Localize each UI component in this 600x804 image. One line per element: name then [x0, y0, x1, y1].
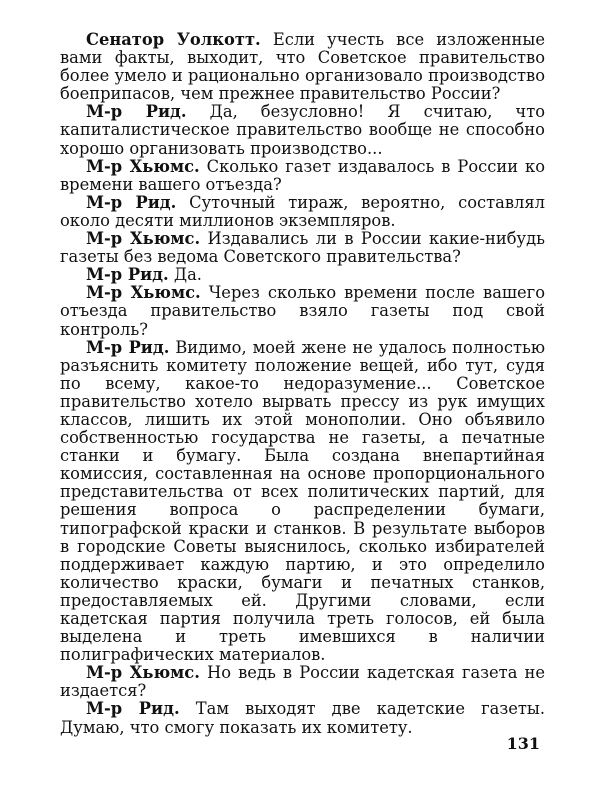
speaker-name: М-р Рид.: [86, 265, 169, 285]
speaker-name: М-р Хьюмс.: [86, 156, 200, 176]
paragraph: [60, 194, 545, 230]
paragraph: [60, 31, 545, 103]
speaker-name: М-р Хьюмс.: [86, 663, 200, 683]
paragraph: [60, 103, 545, 157]
paragraph-text: Издавались ли в России какие-нибудь газеты без ведома Советского правительства?: [60, 229, 545, 267]
paragraph-text: Суточный тираж, вероятно, составлял около десяти миллионов экземпляров.: [60, 192, 545, 230]
paragraph: [60, 158, 545, 194]
speaker-name: М-р Рид.: [86, 102, 187, 122]
speaker-name: М-р Рид.: [86, 337, 170, 357]
speaker-name: М-р Рид.: [86, 699, 180, 719]
paragraph-text: Через сколько времени после вашего отъезда правительство взяло газеты под свой контроль?: [60, 283, 545, 339]
paragraph: [60, 700, 545, 736]
speaker-name: М-р Хьюмс.: [86, 283, 201, 303]
speaker-name: Сенатор Уолкотт.: [86, 30, 261, 49]
paragraph-text: Видимо, моей жене не удалось полностью разъяснить комитету положение вещей, ибо тут, судя по всему, какое-то недоразумение... Советское правительство хотело вырвать прессу из рук имущих классов, лишить их этой монополии. Оно объявило собственностью государства не газеты, а печатные станки и бумагу. Была создана внепартийная комиссия, составленная на основе пропорционального представительства от всех политических партий, для решения вопроса о распределении бумаги, типографской краски и станков. В результате выборов в городские Советы выяснилось, сколько избирателей поддерживает каждую партию, и это определило количество краски, бумаги и печатных станков, предоставляемых ей. Другими словами, если кадетская партия получила треть голосов, ей была выделена и треть имевшихся в наличии полиграфических материалов.: [60, 337, 545, 665]
paragraph-text: Да, безусловно! Я считаю, что капиталистическое правительство вообще не способно хорошо организовать производство...: [60, 102, 545, 158]
page-text: [60, 31, 545, 737]
speaker-name: М-р Рид.: [86, 192, 177, 212]
paragraph: [60, 284, 545, 338]
paragraph: [60, 664, 545, 700]
paragraph: [60, 230, 545, 266]
paragraph-text: Но ведь в России кадетская газета не издается?: [60, 663, 545, 701]
speaker-name: М-р Хьюмс.: [86, 229, 201, 249]
paragraph: [60, 266, 545, 284]
paragraph-text: Там выходят две кадетские газеты. Думаю, что смогу показать их комитету.: [60, 699, 545, 737]
paragraph-text: Да.: [173, 265, 202, 285]
page-number: 131: [506, 734, 540, 753]
paragraph-text: Сколько газет издавалось в России ко времени вашего отъезда?: [60, 156, 545, 194]
paragraph-text: Если учесть все изложенные вами факты, выходит, что Советское правительство более умело и рационально организовало производство боеприпасов, чем прежнее правительство России?: [60, 30, 545, 104]
paragraph: [60, 339, 545, 665]
